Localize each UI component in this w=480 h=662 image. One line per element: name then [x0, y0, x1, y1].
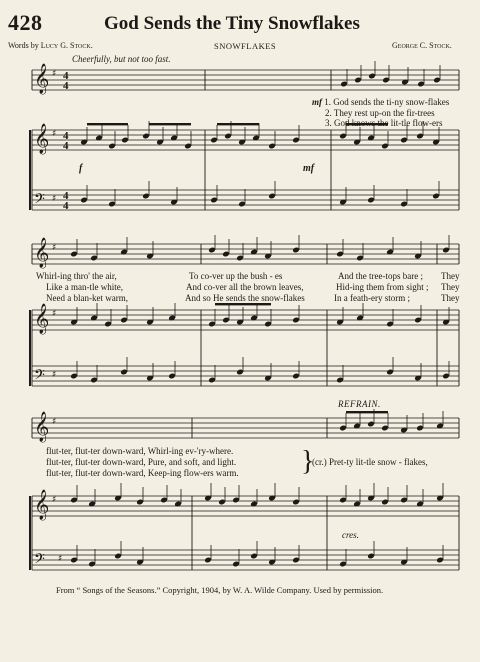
treble-clef: 𝄞: [34, 412, 50, 442]
verse-dynamic: mf: [312, 97, 322, 107]
lyric-s2-l3-d: They: [441, 293, 460, 303]
bass-clef: 𝄢: [34, 367, 45, 387]
lyric-s2-l1-b: To co-ver up the bush - es: [189, 271, 283, 281]
verse-line-3: 3. God knows the lit-tle flow-ers: [325, 118, 443, 128]
refrain-label: REFRAIN.: [338, 399, 381, 409]
time-signature: 4: [63, 140, 69, 152]
bass-clef: 𝄢: [34, 551, 45, 571]
hymn-title: God Sends the Tiny Snowflakes: [104, 13, 360, 34]
lyric-s3-l1: flut-ter, flut-ter down-ward, Whirl-ing ev-'ry-where.: [46, 446, 234, 456]
lyric-s3-l3: flut-ter, flut-ter down-ward, Keep-ing flow-ers warm.: [46, 468, 239, 478]
time-signature: 4: [63, 130, 69, 142]
key-signature-sharp: ♯: [52, 69, 57, 79]
treble-clef: 𝄞: [34, 124, 50, 154]
copyright-footer: From “ Songs of the Seasons.” Copyright, 1904, by W. A. Wilde Company. Used by permission.: [56, 585, 384, 595]
lyric-s2-l3-a: Need a blan-ket warm,: [46, 293, 128, 303]
treble-clef: 𝄞: [34, 304, 50, 334]
lyric-s3-l2: flut-ter, flut-ter down-ward, Pure, and soft, and light.: [46, 457, 237, 467]
key-signature-sharp: ♯: [52, 243, 57, 253]
key-signature-sharp: ♯: [58, 554, 63, 564]
lyric-s2-l3-b: And so He sends the snow-flakes: [185, 293, 305, 303]
key-signature-sharp: ♯: [52, 194, 57, 204]
key-signature-sharp: ♯: [52, 417, 57, 427]
voice-3-beam: [346, 411, 388, 413]
verse-line-1: mf 1. God sends the ti-ny snow-flakes: [312, 97, 450, 107]
verse-brace: }: [301, 446, 315, 477]
bass-clef: 𝄢: [34, 191, 45, 211]
treble-1-beam: [217, 123, 259, 125]
time-signature: 4: [63, 190, 69, 202]
hymn-number: 428: [8, 10, 43, 35]
words-author: Lucy G. Stock.: [40, 41, 93, 50]
time-signature: 4: [63, 200, 69, 212]
lyric-s2-l2-d: They: [441, 282, 460, 292]
dynamic-crescendo: cres.: [342, 530, 359, 540]
lyric-s2-l2-c: Hid-ing them from sight ;: [336, 282, 429, 292]
lyric-s2-l1-a: Whirl-ing thro' the air,: [36, 271, 117, 281]
lyric-s2-l2-a: Like a man-tle white,: [46, 282, 123, 292]
refrain-lyric: (cr.) Pret-ty lit-tle snow - flakes,: [312, 457, 428, 467]
lyric-s2-l1-c: And the tree-tops bare ;: [338, 271, 423, 281]
dynamic-forte: f: [79, 163, 83, 174]
words-prefix: Words by: [8, 41, 39, 50]
time-signature: 4: [63, 80, 69, 92]
dynamic-mezzo-forte: mf: [303, 163, 315, 174]
lyric-s2-l1-d: They: [441, 271, 460, 281]
key-signature-sharp: ♯: [52, 129, 57, 139]
key-signature-sharp: ♯: [52, 495, 57, 505]
time-signature: 4: [63, 70, 69, 82]
key-signature-sharp: ♯: [52, 309, 57, 319]
lyric-s2-l2-b: And co-ver all the brown leaves,: [186, 282, 304, 292]
treble-clef: 𝄞: [34, 490, 50, 520]
treble-clef: 𝄞: [34, 64, 50, 94]
key-signature-sharp: ♯: [52, 370, 57, 380]
treble-clef: 𝄞: [34, 238, 50, 268]
verse-lines-system1: [312, 97, 449, 129]
tune-name: SNOWFLAKES: [214, 41, 277, 51]
music-author: George C. Stock.: [392, 41, 452, 50]
tempo-marking: Cheerfully, but not too fast.: [72, 54, 171, 64]
treble-1-beam: [87, 123, 128, 125]
lyric-s2-l3-c: In a feath-ery storm ;: [334, 293, 410, 303]
treble-1-beam: [149, 123, 191, 125]
verse-line-2: 2. They rest up-on the fir-trees: [325, 107, 435, 118]
